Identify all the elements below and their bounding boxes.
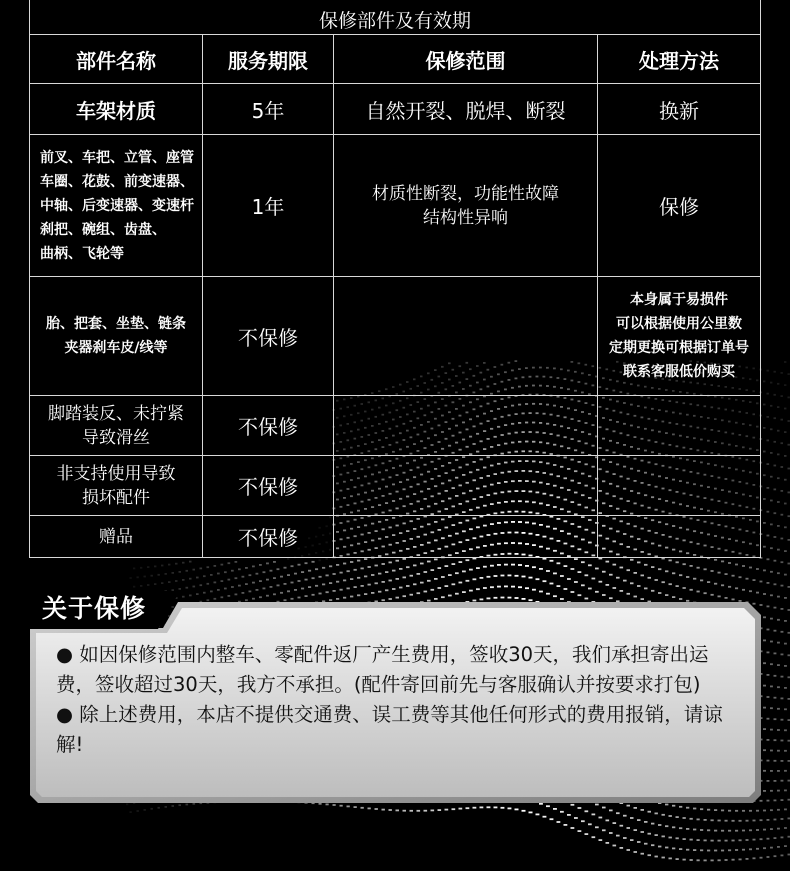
period-cell: 不保修 (203, 396, 334, 456)
period-cell: 不保修 (203, 277, 334, 396)
scope-cell (334, 456, 598, 516)
header-part-name: 部件名称 (30, 35, 203, 84)
table-row (30, 396, 761, 456)
method-cell: 保修 (598, 135, 761, 277)
warranty-table (29, 0, 761, 558)
period-cell: 1年 (203, 135, 334, 277)
table-row (30, 84, 761, 135)
part-cell: 车架材质 (30, 84, 203, 135)
table-row (30, 277, 761, 396)
period-cell: 不保修 (203, 456, 334, 516)
part-cell: 赠品 (30, 516, 203, 558)
table-row (30, 516, 761, 558)
about-text (56, 640, 746, 760)
scope-cell (334, 396, 598, 456)
period-cell: 5年 (203, 84, 334, 135)
about-paragraph: ● 如因保修范围内整车、零配件返厂产生费用，签收30天，我们承担寄出运费，签收超过30天，我方不承担。(配件寄回前先与客服确认并按要求打包) (56, 643, 709, 696)
scope-cell: 材质性断裂，功能性故障 结构性异响 (334, 135, 598, 277)
header-handling-method: 处理方法 (598, 35, 761, 84)
table-row (30, 135, 761, 277)
part-cell: 非支持使用导致 损坏配件 (30, 456, 203, 516)
scope-cell: 自然开裂、脱焊、断裂 (334, 84, 598, 135)
part-cell: 前叉、车把、立管、座管 车圈、花鼓、前变速器、 中轴、后变速器、变速杆 刹把、碗组、齿盘、 曲柄、飞轮等 (30, 135, 203, 277)
header-warranty-scope: 保修范围 (334, 35, 598, 84)
scope-cell (334, 277, 598, 396)
about-paragraph: ● 除上述费用，本店不提供交通费、误工费等其他任何形式的费用报销，请谅解! (56, 703, 723, 756)
header-service-period: 服务期限 (203, 35, 334, 84)
method-cell (598, 516, 761, 558)
method-cell (598, 456, 761, 516)
about-title: 关于保修 (42, 594, 147, 623)
method-cell: 本身属于易损件 可以根据使用公里数 定期更换可根据订单号 联系客服低价购买 (598, 277, 761, 396)
table-title: 保修部件及有效期 (30, 0, 761, 35)
table-row (30, 456, 761, 516)
period-cell: 不保修 (203, 516, 334, 558)
part-cell: 胎、把套、坐垫、链条 夹器刹车皮/线等 (30, 277, 203, 396)
method-cell (598, 396, 761, 456)
part-cell: 脚踏装反、未拧紧 导致滑丝 (30, 396, 203, 456)
scope-cell (334, 516, 598, 558)
method-cell: 换新 (598, 84, 761, 135)
